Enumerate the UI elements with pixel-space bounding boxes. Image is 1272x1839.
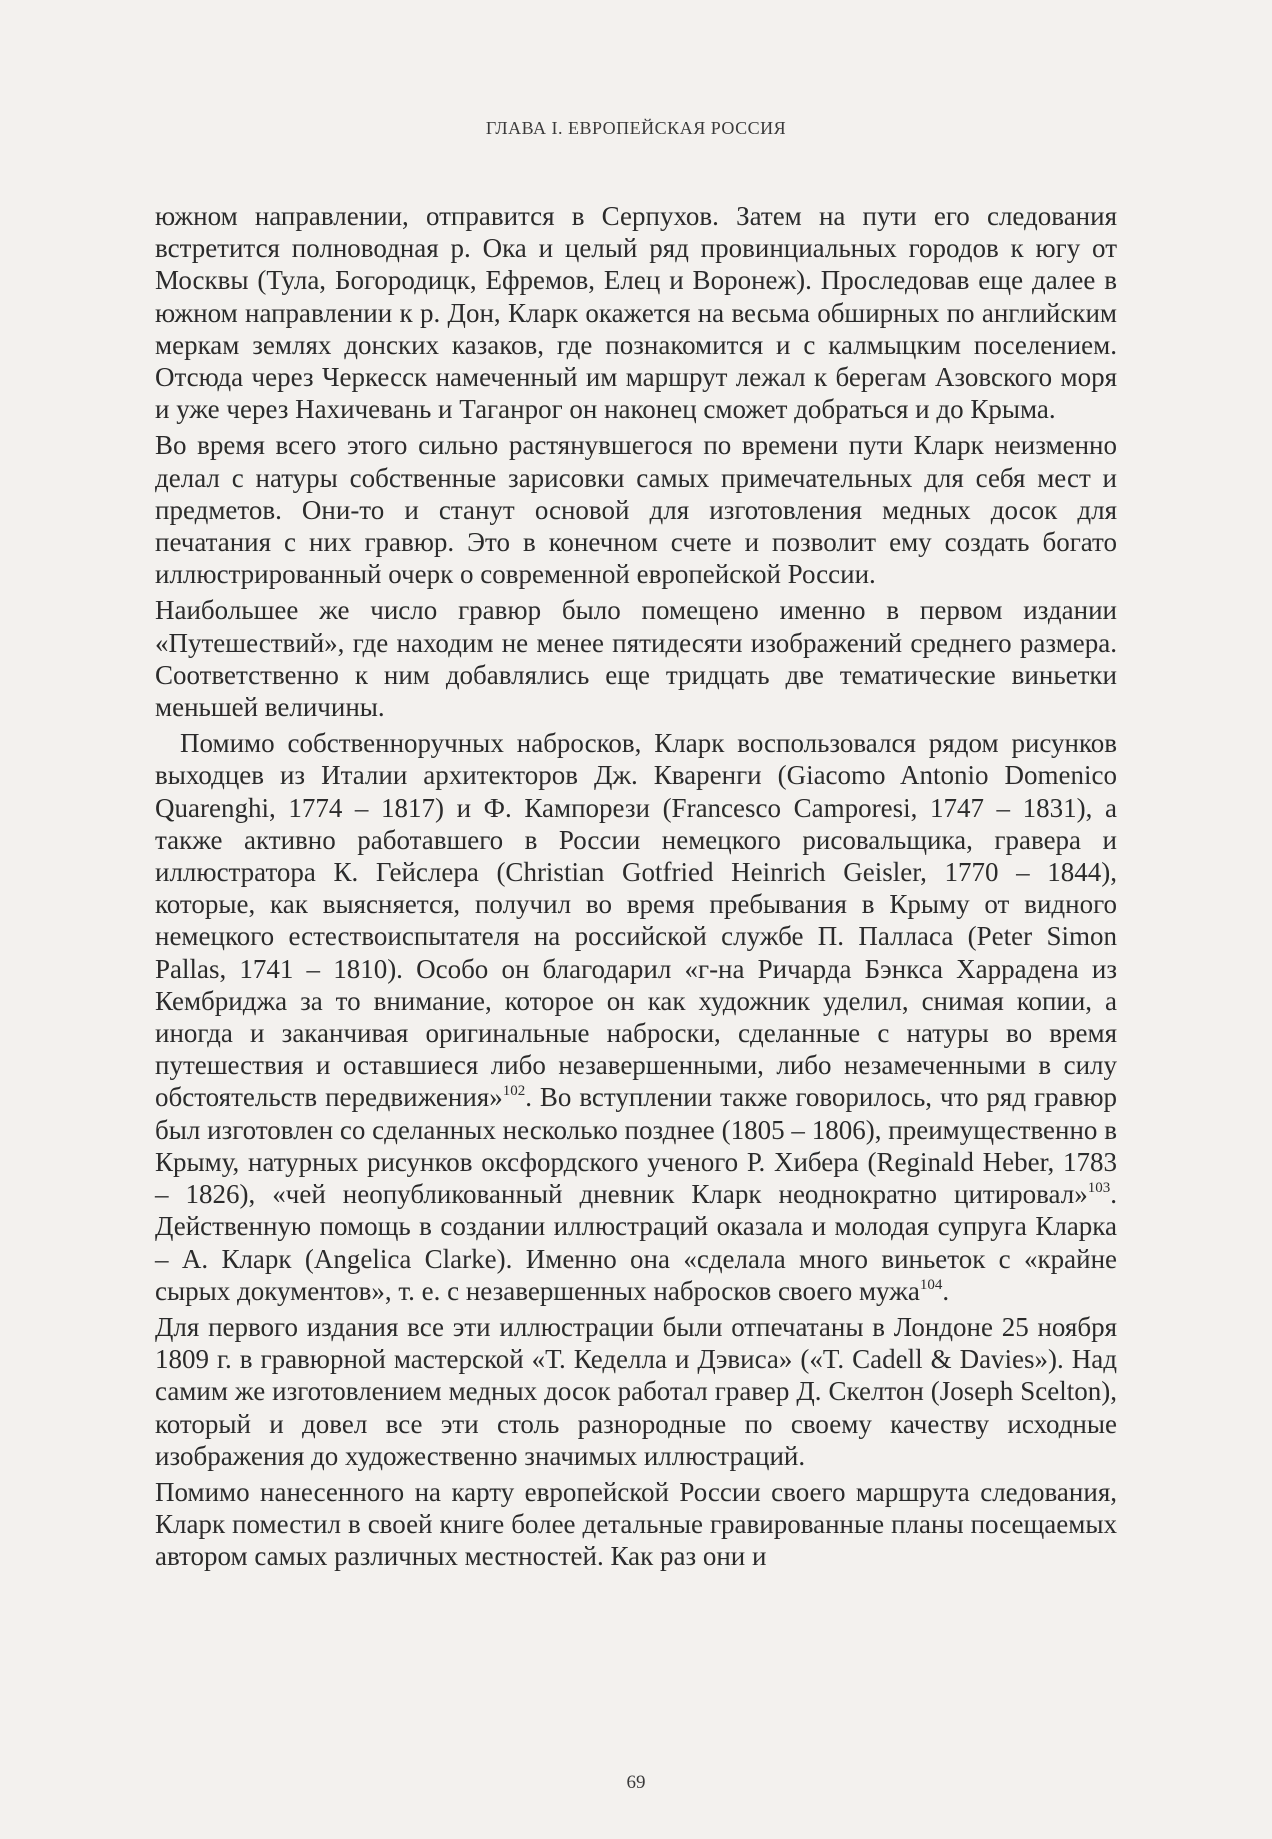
paragraph-4-part-1: Помимо собственноручных набросков, Кларк воспользовался рядом рисунков выходцев из Италии архитекторов Дж. Кваренги (Giacomo Antonio Domenico Quarenghi, 1774 – 1817) и Ф. Кампорези (Francesco Camporesi, 1747 – 1831), а также активно работавшего в России немецкого рисовальщика, гравера и иллюстратора К. Гейслера (Christian Gotfried Heinrich Geisler, 1770 – 1844), которые, как выясняется, получил во время пребывания в Крыму от видного немецкого естествоиспытателя на российской службе П. Палласа (Peter Simon Pallas, 1741 – 1810). Особо он благодарил «г-на Ричарда Бэнкса Харрадена из Кембриджа за то внимание, которое он как художник уделил, снимая копии, а иногда и заканчивая оригинальные наброски, сделанные с натуры во время путешествия и оставшиеся либо незавершенными, либо незамеченными в силу обстоятельств передвижения» xyxy=(155,728,1117,1113)
footnote-ref-104: 104 xyxy=(919,1276,943,1293)
footnote-ref-102: 102 xyxy=(502,1083,526,1100)
paragraph-6: Помимо нанесенного на карту европейской России своего маршрута следования, Кларк поместил в своей книге более детальные гравированные планы посещаемых автором самых различных местностей. Как раз они и xyxy=(155,1476,1117,1572)
paragraph-4-part-3: . Действенную помощь в создании иллюстраций оказала и молодая супруга Кларка – А. Кларк (Angelica Clarke). Именно она «сделала много виньеток с «крайне сырых документов», т. е. с незавершенных набросков своего мужа xyxy=(155,1179,1117,1306)
paragraph-1: южном направлении, отправится в Серпухов. Затем на пути его следования встретится полноводная р. Ока и целый ряд провинциальных городов к югу от Москвы (Тула, Богородицк, Ефремов, Елец и Воронеж). Проследовав еще далее в южном направлении к р. Дон, Кларк окажется на весьма обширных по английским меркам землях донских казаков, где познакомится и с калмыцким поселением. Отсюда через Черкесск намеченный им маршрут лежал к берегам Азовского моря и уже через Нахичевань и Таганрог он наконец сможет добраться и до Крыма. xyxy=(155,201,1117,425)
paragraph-4-part-4: . xyxy=(942,1275,950,1306)
paragraph-3: Наибольшее же число гравюр было помещено именно в первом издании «Путешествий», где находим не менее пятидесяти изображений среднего размера. Соответственно к ним добавлялись еще тридцать две тематические виньетки меньшей величины. xyxy=(155,595,1117,723)
page-number: 69 xyxy=(626,1772,646,1793)
body-text xyxy=(155,200,1117,1577)
paragraph-4-part-2: . Во вступлении также говорилось, что ряд гравюр был изготовлен со сделанных несколько позднее (1805 – 1806), преимущественно в Крыму, натурных рисунков оксфордского ученого Р. Хибера (Reginald Heber, 1783 – 1826), «чей неопубликованный дневник Кларк неоднократно цитировал» xyxy=(155,1082,1117,1210)
running-header: ГЛАВА I. ЕВРОПЕЙСКАЯ РОССИЯ xyxy=(485,118,787,138)
paragraph-5: Для первого издания все эти иллюстрации были отпечатаны в Лондоне 25 ноября 1809 г. в гравюрной мастерской «Т. Кеделла и Дэвиса» («T. Cadell & Davies»). Над самим же изготовлением медных досок работал гравер Д. Скелтон (Joseph Scelton), который и довел все эти столь разнородные по своему качеству исходные изображения до художественно значимых иллюстраций. xyxy=(155,1311,1117,1471)
footnote-ref-103: 103 xyxy=(1087,1180,1111,1197)
paragraph-4 xyxy=(155,727,1117,1307)
paragraph-2: Во время всего этого сильно растянувшегося по времени пути Кларк неизменно делал с натуры собственные зарисовки самых примечательных для себя мест и предметов. Они-то и станут основой для изготовления медных досок для печатания с них гравюр. Это в конечном счете и позволит ему создать богато иллюстрированный очерк о современной европейской России. xyxy=(155,430,1117,590)
